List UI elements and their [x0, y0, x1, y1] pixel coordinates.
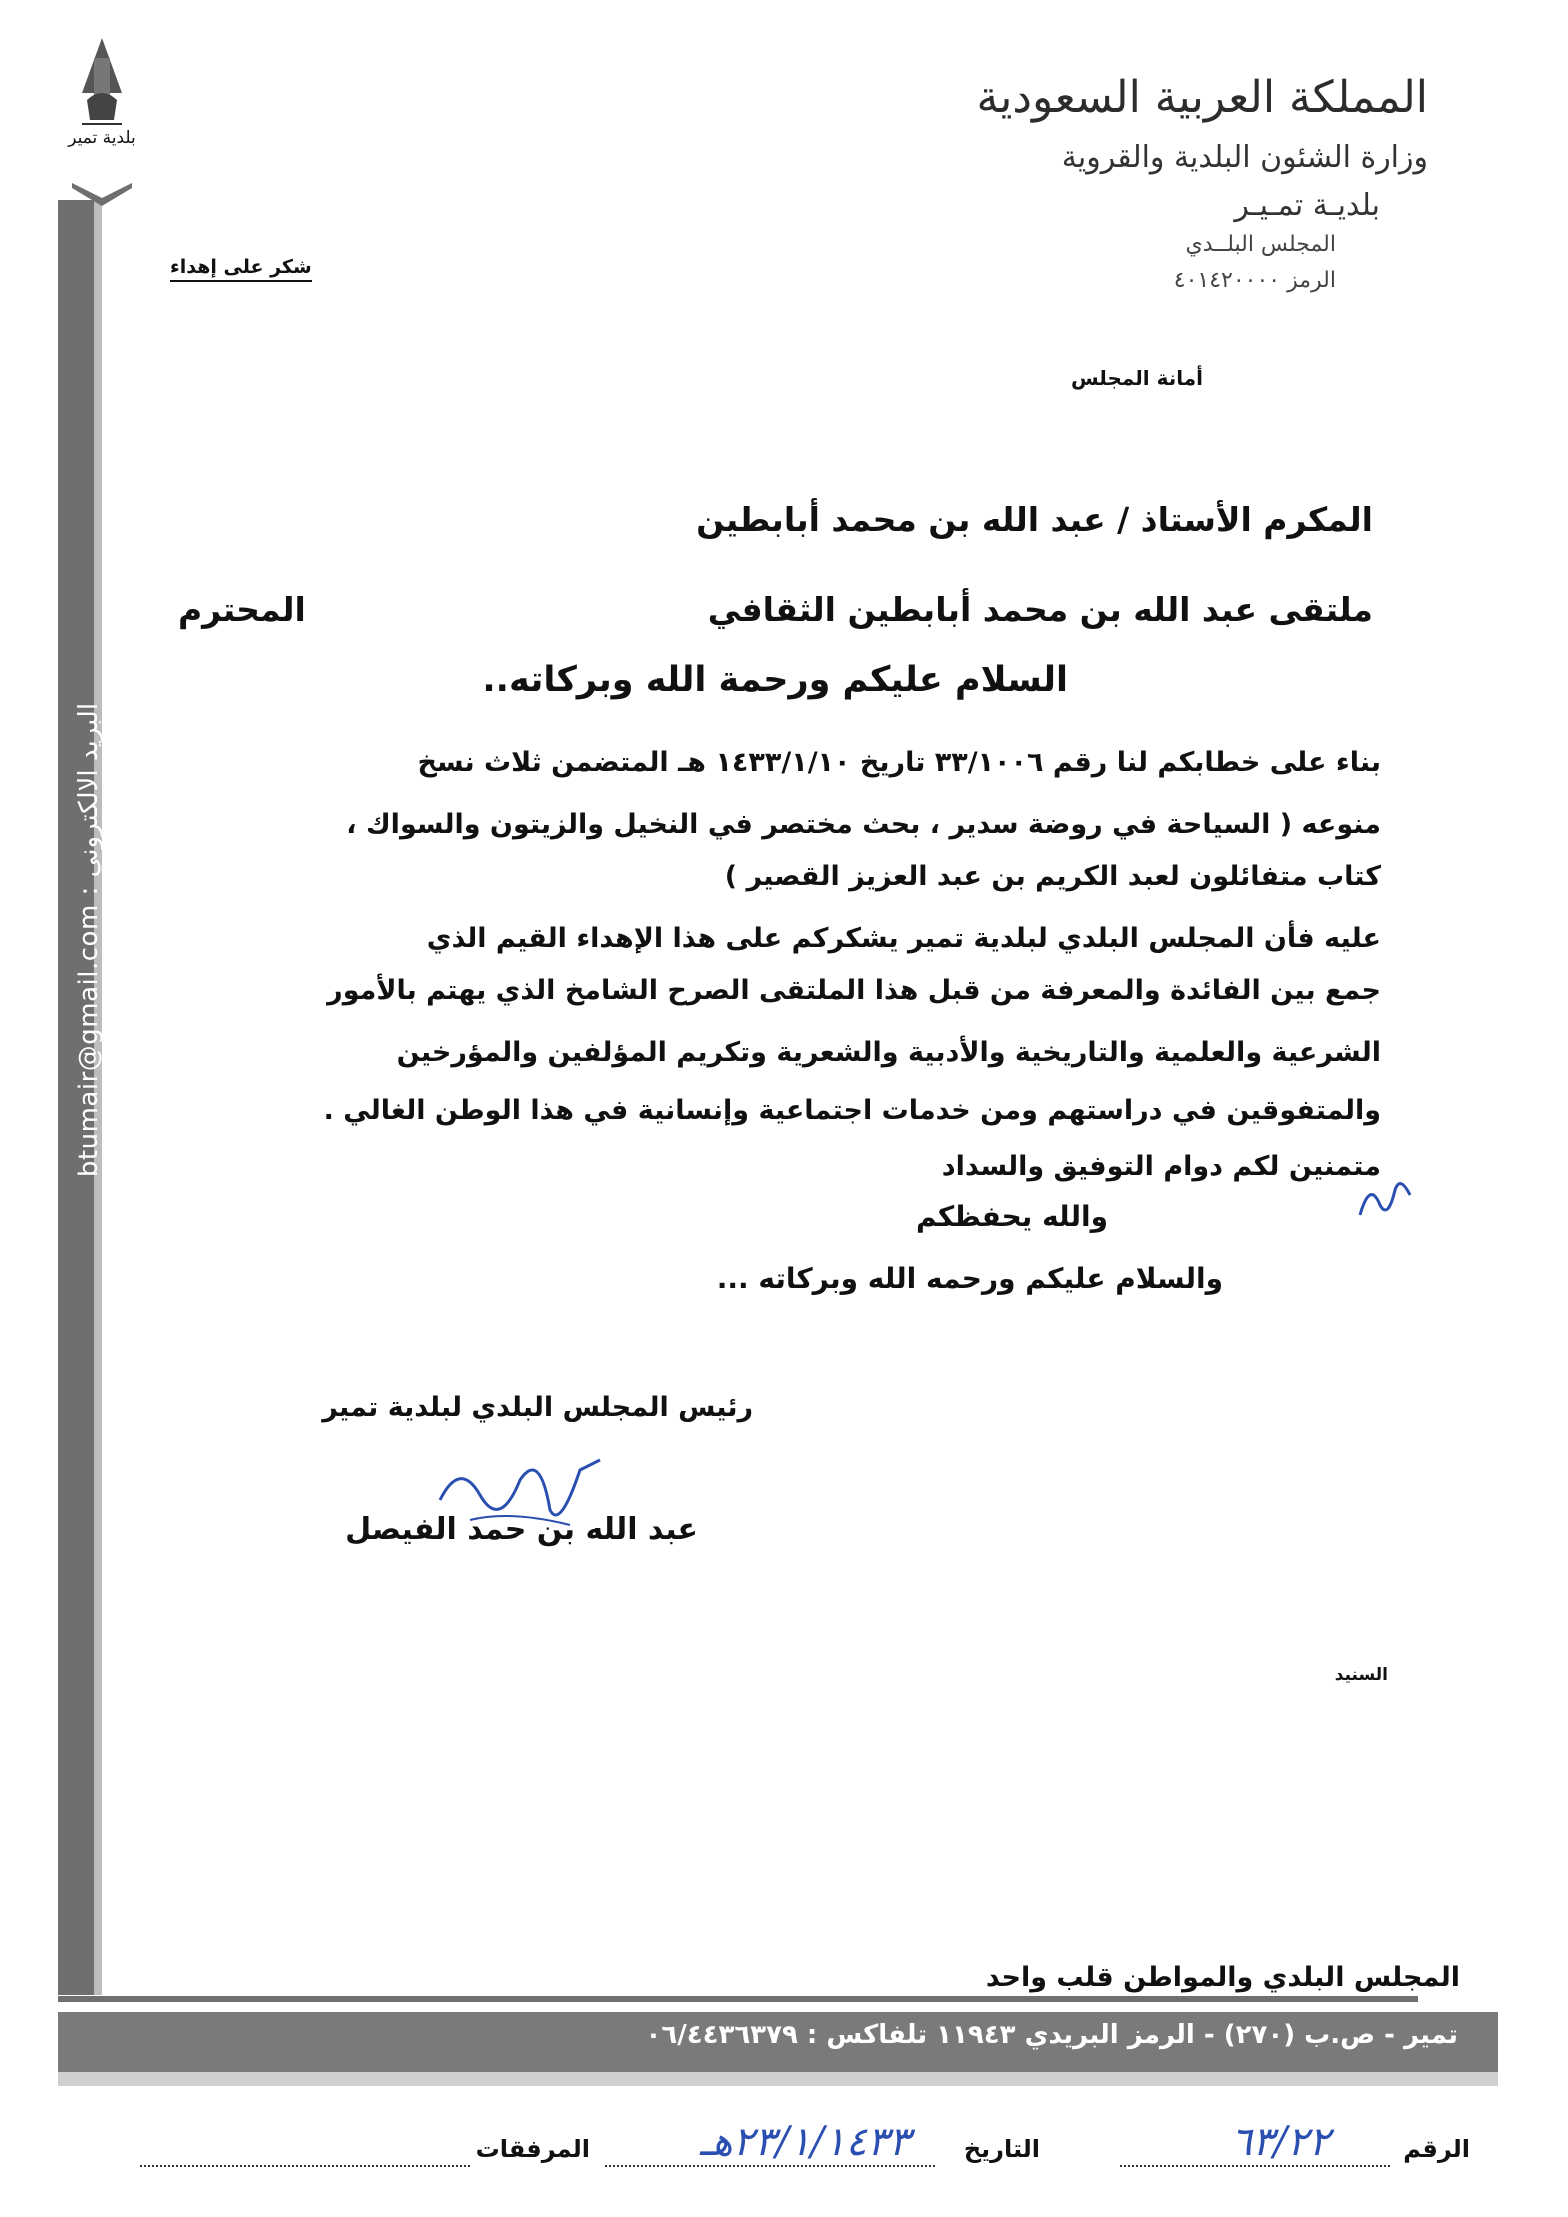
- reference-row: [60, 2119, 1470, 2175]
- sanad-label: السنيد: [1334, 1665, 1388, 1685]
- body-line: كتاب متفائلون لعبد الكريم بن عبد العزيز القصير ): [724, 861, 1381, 892]
- department-label: أمانة المجلس: [1071, 366, 1203, 390]
- reference-attachments-label: المرفقات: [475, 2135, 590, 2163]
- footer-slogan: المجلس البلدي والمواطن قلب واحد: [985, 1962, 1460, 1993]
- body-line: جمع بين الفائدة والمعرفة من قبل هذا الملتقى الصرح الشامخ الذي يهتم بالأمور: [327, 975, 1381, 1006]
- logo-caption: بلدية تمير: [68, 128, 136, 148]
- reference-date-value: ٢٣/١/١٤٣٣هـ: [699, 2119, 910, 2165]
- signature-name: عبد الله بن حمد الفيصل: [345, 1512, 698, 1547]
- greeting: السلام عليكم ورحمة الله وبركاته..: [482, 660, 1068, 700]
- closing-line2: والسلام عليكم ورحمه الله وبركاته ...: [716, 1262, 1223, 1295]
- reference-number-value: ٦٣/٢٢: [1230, 2119, 1330, 2165]
- signature-title: رئيس المجلس البلدي لبلدية تمير: [322, 1392, 753, 1423]
- header-municipality: بلديـة تمـيـر: [1234, 188, 1380, 223]
- reference-number-dots: [1120, 2165, 1390, 2167]
- body-line: والمتفوقين في دراستهم ومن خدمات اجتماعية وإنسانية في هذا الوطن الغالي .: [323, 1095, 1381, 1126]
- sidebar-email: btumair@gmail.com : البريد الالكتروني: [74, 702, 104, 1178]
- header-code: الرمز ٤٠١٤٢٠٠٠٠: [1173, 268, 1336, 293]
- reference-date-label: التاريخ: [963, 2135, 1040, 2163]
- body-line: متمنين لكم دوام التوفيق والسداد: [941, 1151, 1381, 1182]
- body-line: الشرعية والعلمية والتاريخية والأدبية والشعرية وتكريم المؤلفين والمؤرخين: [396, 1037, 1381, 1068]
- header-ministry: وزارة الشئون البلدية والقروية: [1061, 140, 1428, 175]
- footer-band-shade: [58, 2072, 1498, 2086]
- addressee-honorific: المحترم: [178, 590, 306, 629]
- initial-mark-icon: [1350, 1160, 1420, 1230]
- body-line: منوعه ( السياحة في روضة سدير ، بحث مختصر في النخيل والزيتون والسواك ،: [346, 809, 1381, 840]
- header-kingdom: المملكة العربية السعودية: [976, 72, 1428, 123]
- footer-contact: تمير - ص.ب (٢٧٠) - الرمز البريدي ١١٩٤٣ تلفاكس : ٠٦/٤٤٣٦٣٧٩: [645, 2020, 1458, 2050]
- reference-number-label: الرقم: [1403, 2135, 1470, 2163]
- reference-date-dots: [605, 2165, 935, 2167]
- addressee-line1: المكرم الأستاذ / عبد الله بن محمد أبابطين: [696, 500, 1373, 539]
- header-council: المجلس البلــدي: [1185, 232, 1336, 257]
- body-line: عليه فأن المجلس البلدي لبلدية تمير يشكركم على هذا الإهداء القيم الذي: [426, 923, 1381, 954]
- footer-divider: [58, 1996, 1418, 2002]
- closing-line1: والله يحفظكم: [915, 1200, 1108, 1233]
- reference-attachments-dots: [140, 2165, 470, 2167]
- body-line: بناء على خطابكم لنا رقم ٣٣/١٠٠٦ تاريخ ١٤٣٣/١/١٠ هـ المتضمن ثلاث نسخ: [417, 747, 1381, 778]
- municipality-logo-icon: [52, 38, 152, 208]
- addressee-line2: ملتقى عبد الله بن محمد أبابطين الثقافي: [707, 590, 1373, 629]
- subject-line: شكر على إهداء: [170, 256, 312, 282]
